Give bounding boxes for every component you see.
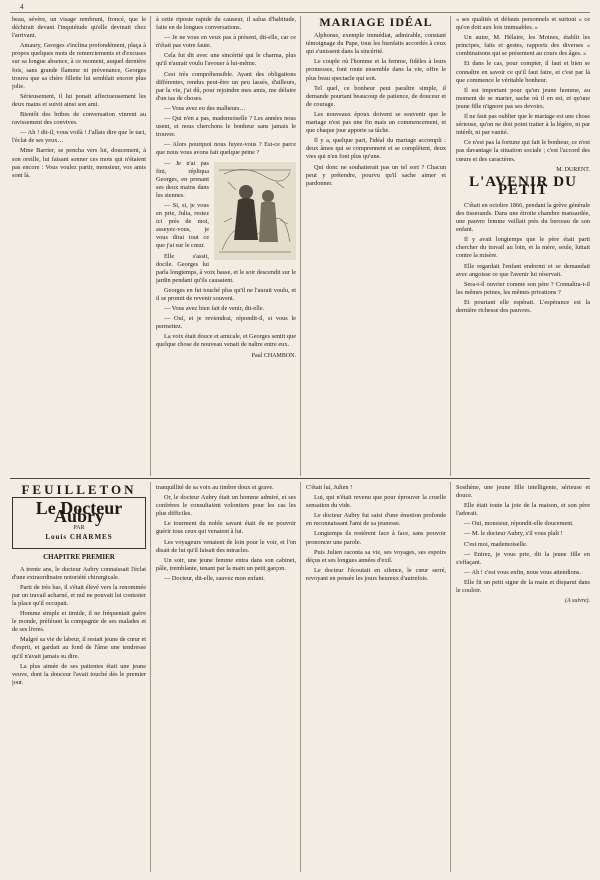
top-rule [10, 12, 590, 13]
paragraph: Malgré sa vie de labeur, il restait jeune de cœur et d'esprit, et gardait au fond de l'âme une tendresse qu'il n'avait jamais su dire. [12, 636, 146, 660]
paragraph: Elle s'assit, docile. Georges lui parla longtemps, à voix basse, et le soir descendit sur le jardin pendant qu'ils causaient. [156, 252, 296, 284]
paragraph: tranquillité de sa voix au timbre doux et grave. [156, 484, 274, 491]
paragraph: Sera-t-il ouvrier comme son père ? Connaîtra-t-il les mêmes peines, les mêmes privations ? [456, 280, 590, 296]
feuilleton-column [456, 484, 590, 872]
paragraph: La plus aimée de ses patientes était une jeune veuve, dont la douceur l'avait touché dès le premier jour. [12, 662, 146, 686]
article-title: MARIAGE IDÉAL [319, 16, 433, 29]
paragraph: — Docteur, dit-elle, sauvez mon enfant. [164, 574, 265, 582]
paragraph: — Je n'ai pas fini, répliqua Georges, en prenant ses deux mains dans les siennes. [156, 159, 209, 199]
paragraph: Mme Barrier, se pencha vers lui, doucement, à son oreille, lui faisant sonner ces mots qui n'étaient pas encore : Vous voulez partir, monsieur, vos amis sont là. [12, 147, 146, 179]
article-column-top-4 [456, 16, 590, 476]
paragraph: Tel quel, ce bonheur peut paraître simple, il demande pourtant beaucoup de patience, de douceur et de courage. [306, 84, 446, 108]
paragraph: à cette riposte rapide du causeur, il salua d'habitude, faite en de longues conversations. [156, 16, 296, 32]
paragraph: Puis Julien raconta sa vie, ses voyages, ses espoirs déçus et ses longues années d'exil. [306, 548, 446, 564]
paragraph: Cest très compréhensible. Ayant des obligations différentes, rendus peut-être un peu lassés, d'ailleurs, par la vie, j'ai dû, pour rejoindre mes amis, me défaire d'un tas de choses. [156, 70, 296, 102]
paragraph: — Oui, monsieur, répondit-elle doucement. [464, 520, 574, 528]
article-column-top-1 [12, 16, 146, 476]
column-separator [450, 16, 451, 476]
feuilleton-title: Le Docteur Aubry [35, 498, 123, 527]
paragraph: C'était lui, Julien ! [306, 484, 353, 491]
author-signature: Paul CHAMBON. [251, 352, 296, 359]
paragraph: — Je ne vous en veux pas à présent, dit-elle, car ce n'était pas votre faute. [156, 34, 296, 50]
author-signature: M. DURENT. [556, 166, 590, 173]
paragraph: C'est moi, mademoiselle. [464, 540, 528, 548]
paragraph: Ce n'est pas la fortune qui fait le bonheur, ce n'est pas davantage la situation sociale ; c'est l'accord des cœurs et des caractères. [456, 139, 590, 163]
page-number: 4 [20, 3, 24, 11]
article-mariage-ideal [306, 16, 446, 476]
paragraph: Elle fit un petit signe de la main et disparut dans le couloir. [456, 578, 590, 595]
paragraph: — Oui, et je reviendrai, répondit-il, si vous le permettez. [156, 315, 296, 331]
paragraph: beau, sévère, un visage rembruni, froncé, que le déchirait devant l'inquiétude qu'elle devinait chez l'arrivant. [12, 16, 146, 40]
engraving-illustration [214, 162, 296, 260]
paragraph: Le docteur Aubry fut saisi d'une émotion profonde en reconnaissant l'ami de sa jeunesse. [306, 512, 446, 528]
paragraph: Elle regardait l'enfant endormi et se demandait avec angoisse ce que l'avenir lui réservait. [456, 262, 590, 278]
paragraph: Le docteur l'écoutait en silence, le cœur serré, revoyant en pensée les jours heureux d'autrefois. [306, 566, 446, 582]
paragraph: — Vous avez bien fait de venir, dit-elle. [164, 305, 265, 313]
paragraph: C'était en octobre 1866, pendant la grève générale des tisserands. Dans une étroite chambre mansardée, une pauvre femme veillait près du berceau de son enfant. [456, 201, 590, 234]
paragraph: Il y a, quelque part, l'idéal du mariage accompli : deux âmes qui se comprennent et se complètent, deux vies qui n'en font plus qu'une. [306, 137, 446, 161]
article-column-top-2 [156, 16, 296, 476]
paragraph: Georges en fut touché plus qu'il ne l'aurait voulu, et il se promit de revenir souvent. [156, 286, 296, 302]
paragraph: — Si, si, je vous en prie, Julia, restez ici près de moi, asseyez-vous, je vous dirai tout ce que j'ai sur le cœur. [156, 201, 209, 250]
feuilleton-column [12, 484, 146, 872]
paragraph: Il ne faut pas oublier que le mariage est une chose sérieuse, qu'on ne doit point traiter à la légère, ni par intérêt, ni par vanité. [456, 113, 590, 137]
horizontal-rule [10, 478, 590, 479]
paragraph: Qui donc ne souhaiterait pas un tel sort ? Chacun peut y prétendre, pourvu qu'il sache aimer et pardonner. [306, 163, 446, 187]
to-be-continued: (A suivre). [565, 598, 590, 605]
paragraph: Sérieusement, il lui ponait affectueusement les deux mains et suivit ainsi son ami. [12, 92, 146, 108]
paragraph: — Entrez, je vous prie, dit la jeune fille en s'effaçant. [456, 550, 590, 566]
paragraph: Les nouveaux époux doivent se souvenir que le mariage n'est pas une fin mais un commencement, et que chaque jour apporte sa tâche. [306, 110, 446, 135]
paragraph: Bientôt des bribes de conversation vinrent au ravissement des convives. [12, 111, 146, 127]
paragraph: — Qui n'en a pas, mademoiselle ? Les années nous usent, et nous cherchons le bonheur sans jamais le trouver. [156, 115, 296, 139]
paragraph: Et dans le cas, pour compter, il faut et bien se connaître en savoir ce qu'il faut faire, et c'est par là que commence le véritable bonheur. [456, 60, 590, 84]
chapter-heading: CHAPITRE PREMIER [43, 553, 115, 562]
paragraph: Les voyageurs venaient de loin pour le voir, et l'on disait de lui qu'il faisait des miracles. [156, 538, 296, 554]
paragraph: Homme simple et timide, il ne fréquentait guère le monde, préférant la compagnie de ses malades et de ses livres. [12, 610, 146, 634]
paragraph: Amaury, Georges s'inclina profondément, plaça à propos quelques mots de remerciements et d'excuses sur sa longue absence, à ce moment, auquel dernière fois, sans grande flamme ni prévenance, Georges trouva que sa chère fillette lui semblait encore plus jolie. [12, 42, 146, 90]
paragraph: Et pourtant elle espérait. L'espérance est la dernière richesse des pauvres. [456, 298, 590, 314]
paragraph: — M. le docteur Aubry, s'il vous plaît ! [464, 530, 563, 538]
section-heading: FEUILLETON [21, 484, 137, 497]
column-separator [300, 482, 301, 872]
paragraph: — Ah ! c'est vous enfin, nous vous attendions. [464, 568, 581, 576]
paragraph: Lui, qui n'était revenu que pour éprouver la cruelle sensation du vide. [306, 494, 446, 510]
paragraph: Sosthène, une jeune fille intelligente, sérieuse et douce. [456, 484, 590, 500]
byline-author: Louis CHARMES [45, 533, 113, 542]
feuilleton-title-box [12, 497, 146, 549]
paragraph: Un autre, M. Hélaire, les Moines, établit les principes, faits et gestes, rapports des diverses « combinaisons qui se présentent au cours des âges. » [456, 34, 590, 58]
paragraph: Un soir, une jeune femme entra dans son cabinet, pâle, tremblante, tenant par la main un petit garçon. [156, 556, 296, 572]
paragraph: A trente ans, le docteur Aubry connaissait l'éclat d'une extraordinaire notoriété chirurgicale. [12, 565, 146, 581]
paragraph: Il est important pour qu'un jeune homme, au moment de se marier, sache où il en est, et qu'une jeune fille n'ignore pas ses devoirs. [456, 86, 590, 110]
paragraph: Elle était toute la joie de la maison, et son père l'adorait. [456, 502, 590, 518]
column-separator [150, 482, 151, 872]
feuilleton-column [306, 484, 446, 872]
feuilleton-column [156, 484, 296, 872]
column-separator [450, 482, 451, 872]
paragraph: Il y avait longtemps que le père était parti chercher du travail au loin, et la mère, seule, luttait contre la misère. [456, 236, 590, 260]
paragraph: « ses qualités et défauts personnels et surtout « ce qu'on doit aux lois immuables. » [456, 16, 590, 32]
paragraph: Longtemps ils restèrent face à face, sans pouvoir prononcer une parole. [306, 530, 446, 546]
paragraph: Le tourment du noble savant était de ne pouvoir guérir tous ceux qui venaient à lui. [156, 520, 296, 536]
column-separator [300, 16, 301, 476]
paragraph: Le couple où l'homme et la femme, fidèles à leurs promesses, font route ensemble dans la vie, offre le plus beau spectacle qui soit. [306, 58, 446, 82]
article-title: L'AVENIR DU PETIT [469, 173, 577, 198]
paragraph: — Vous avez eu des malheurs… [164, 104, 246, 112]
paragraph: — Alors pourquoi nous fuyez-vous ? Est-ce parce que nous vous avons fait quelque peine ? [156, 141, 296, 157]
paragraph: — Ah ! dit-il, vous voilà ! J'allais dire que le tact, l'éclat de ses yeux… [12, 129, 146, 145]
paragraph: Cela fut dit avec une sincérité qui le charma, plus qu'il n'aurait voulu l'avouer à lui-même. [156, 52, 296, 68]
paragraph: La voix était douce et amicale, et Georges sentit que quelque chose de nouveau venait de naître entre eux. [156, 333, 296, 349]
paragraph: Alphonse, exemple immédiat, admirable, constant témoignage du Pape, tous les bienfaits accordés à ceux qui s'unissent dans la sincérité. [306, 32, 446, 56]
paragraph: Parti de très bas, il s'était élevé vers la renommée par un travail acharné, et nul ne pouvait lui contester la place qu'il occupait. [12, 583, 146, 607]
column-separator [150, 16, 151, 476]
paragraph: Or, le docteur Aubry était un homme admiré, et ses confrères le consultaient volontiers pour les cas les plus difficiles. [156, 494, 296, 518]
byline-par: PAR [73, 525, 85, 532]
